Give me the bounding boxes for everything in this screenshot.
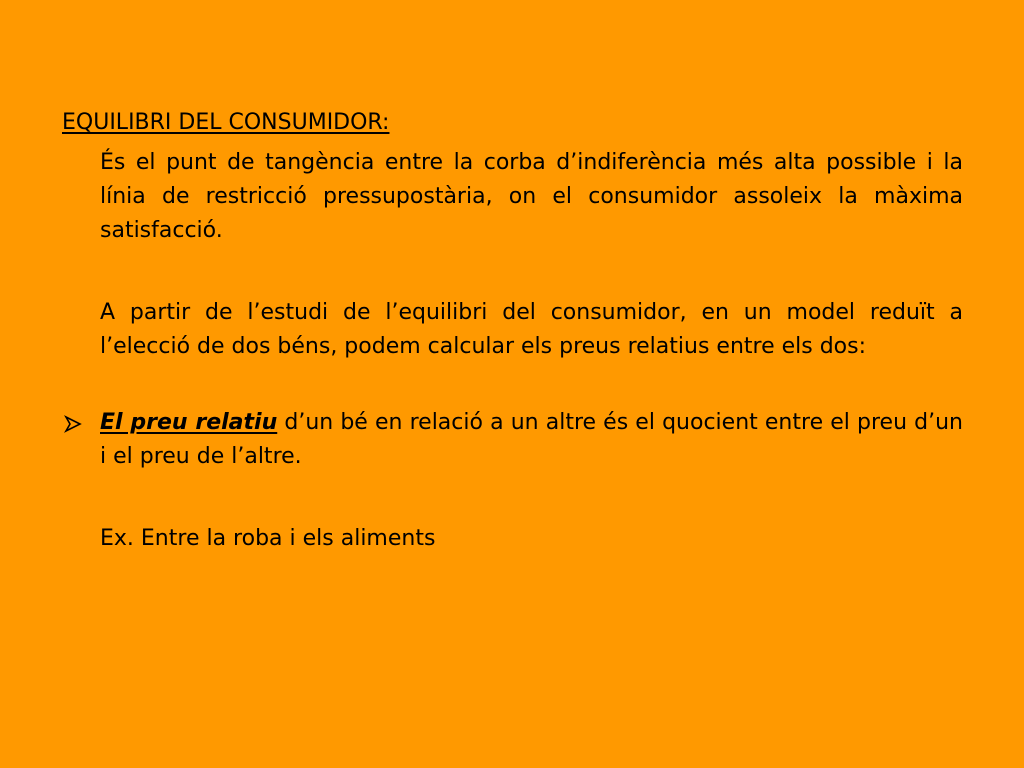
paragraph-definition: És el punt de tangència entre la corba d’indiferència més alta possible i la línia de restricció pressupostària, on el consumidor assoleix la màxima satisfacció. bbox=[100, 150, 963, 243]
arrow-bullet-icon bbox=[64, 415, 82, 433]
paragraph-intro: A partir de l’estudi de l’equilibri del consumidor, en un model reduït a l’elecció de dos béns, podem calcular els preus relatius entre els dos: bbox=[100, 300, 963, 359]
bullet-text bbox=[100, 406, 963, 474]
bullet-item bbox=[64, 406, 963, 474]
bullet-body: d’un bé en relació a un altre és el quocient entre el preu d’un i el preu de l’altre. bbox=[100, 410, 963, 469]
bullet-term: El preu relatiu bbox=[100, 410, 278, 435]
slide-heading: EQUILIBRI DEL CONSUMIDOR: bbox=[62, 110, 390, 135]
example-line: Ex. Entre la roba i els aliments bbox=[100, 526, 436, 551]
